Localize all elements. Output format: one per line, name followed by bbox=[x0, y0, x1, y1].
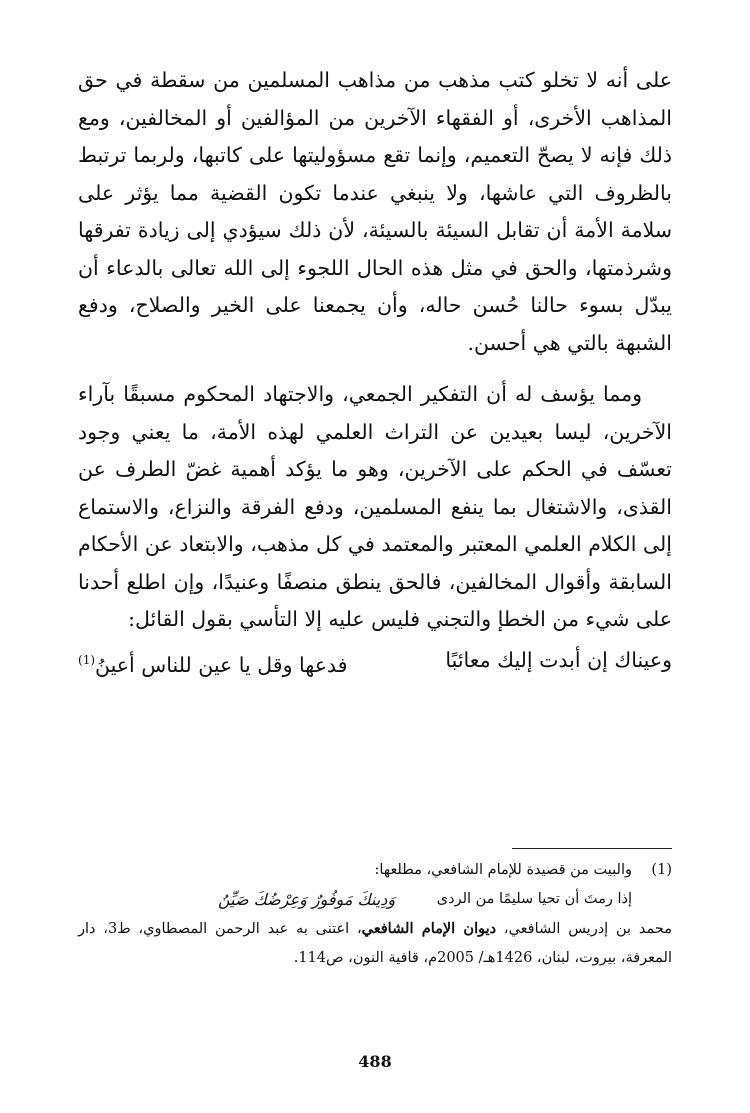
paragraph-2: ومما يؤسف له أن التفكير الجمعي، والاجتهاد المحكوم مسبقًا بآراء الآخرين، ليسا بعيدين عن التراث العلمي لهذه الأمة، ما يعني وجود تعسّف في الحكم على الآخرين، وهو ما يؤكد أهمية غضّ الطرف عن القذى، والاشتغال بما ينفع المسلمين، ودفع الفرقة والنزاع، والاستماع إلى الكلام العلمي المعتبر والمعتمد في كل مذهب، والابتعاد عن الأحكام السابقة وأقوال المخالفين، فالحق ينطق منصفًا وعنيدًا، وإن اطلع أحدنا على شيء من الخطإ والتجني فليس عليه إلا التأسي بقول القائل: bbox=[78, 382, 672, 631]
citation-details: ، اعتنى به عبد الرحمن المصطاوي، ط3، دار المعرفة، بيروت، لبنان، 1426هـ/ 2005م، قافية النون، ص114. bbox=[78, 921, 672, 966]
main-text bbox=[78, 62, 672, 683]
footnote-marker: (1) bbox=[651, 862, 672, 878]
page-number: 488 bbox=[358, 1052, 392, 1071]
citation-title: ديوان الإمام الشافعي bbox=[361, 920, 497, 937]
footnotes-section bbox=[78, 856, 672, 973]
verse-hemistich-second-text: فدعها وقل يا عين للناس أعينُ bbox=[95, 652, 348, 677]
footnote-verse-second: وَدِينكَ مَوفُورٌ وَعِرْضُكَ صَيِّنُ bbox=[218, 890, 396, 909]
footnote-intro-line bbox=[78, 856, 672, 885]
footnote-separator bbox=[512, 848, 672, 849]
citation-author: محمد بن إدريس الشافعي، bbox=[496, 921, 672, 937]
footnote-intro: والبيت من قصيدة للإمام الشافعي، مطلعها: bbox=[374, 862, 632, 878]
verse-hemistich-first: وعيناك إن أبدت إليك معائبًا bbox=[445, 647, 672, 672]
footnote-citation bbox=[78, 914, 672, 973]
footnote-opening-verse bbox=[78, 885, 672, 914]
poetry-verse bbox=[78, 641, 672, 684]
footnote-verse-first: إذا رمتَ أن تحيا سليمًا من الردى bbox=[436, 891, 632, 907]
paragraph-1: على أنه لا تخلو كتب مذهب من مذاهب المسلمين من سقطة في حق المذاهب الأخرى، أو الفقهاء الآخرين من المؤالفين أو المخالفين، ومع ذلك فإنه لا يصحّ التعميم، وإنما تقع مسؤوليتها على كاتبها، ولربما ترتبط بالظروف التي عاشها، ولا ينبغي عندما تكون القضية مما يؤثر على سلامة الأمة أن تقابل السيئة بالسيئة، لأن ذلك سيؤدي إلى زيادة تفرقها وشرذمتها، والحق في مثل هذه الحال اللجوء إلى الله تعالى بالدعاء أن يبدّل بسوء حالنا حُسن حاله، وأن يجمعنا على الخير والصلاح، ودفع الشبهة بالتي هي أحسن. bbox=[78, 68, 672, 355]
verse-hemistich-second bbox=[78, 641, 348, 684]
footnote-reference[interactable]: (1) bbox=[78, 652, 96, 667]
